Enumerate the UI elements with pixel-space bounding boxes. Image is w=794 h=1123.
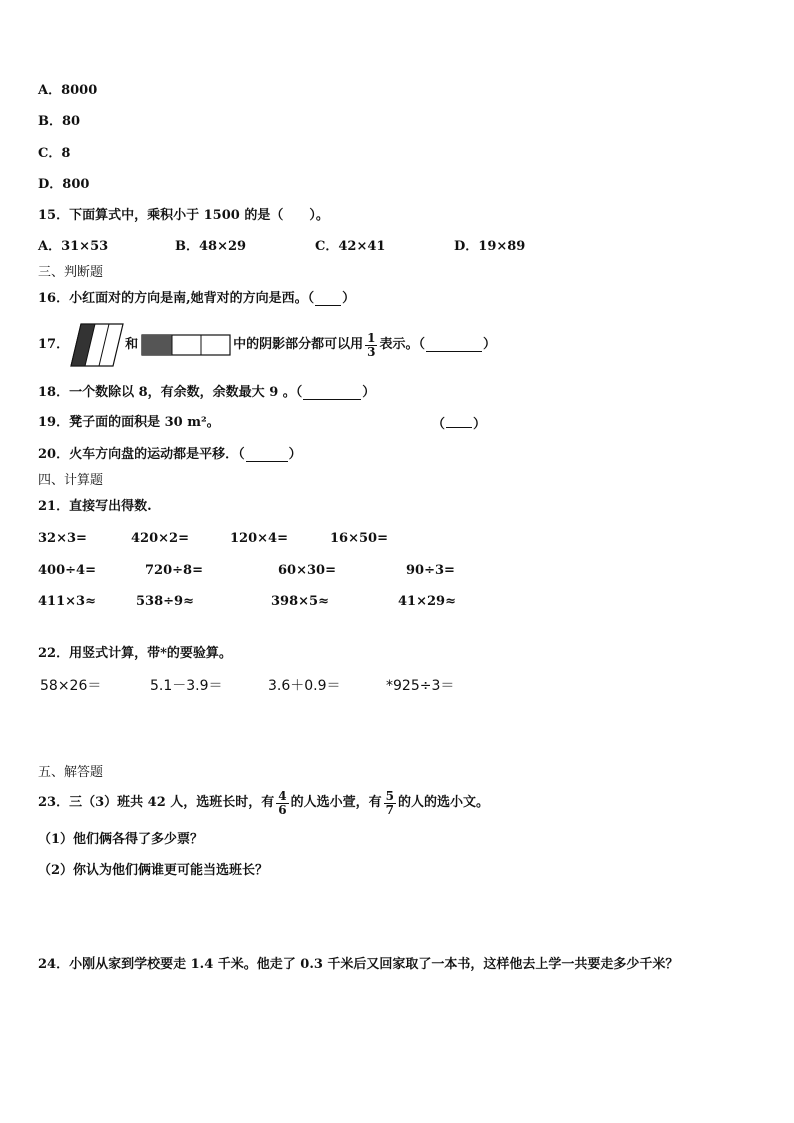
- q23: [38, 786, 489, 820]
- q15-stem: 15．下面算式中，乘积小于 1500 的是（ ）。: [38, 208, 329, 223]
- q23-fraction-1-denominator: 6: [278, 802, 287, 817]
- q19: [38, 414, 758, 432]
- q16-text: 16．小红面对的方向是南,她背对的方向是西。（: [38, 291, 315, 306]
- q17-close: ）: [483, 337, 497, 352]
- parallelogram-figure: [69, 322, 125, 368]
- q21-row-2: [38, 562, 738, 580]
- q20-answer-blank[interactable]: [246, 448, 288, 462]
- q20: [38, 446, 302, 464]
- q22-item: 3.6＋0.9＝: [268, 678, 341, 694]
- q23-fraction-2-denominator: 7: [385, 802, 395, 817]
- q17-tail: 表示。（: [379, 337, 425, 352]
- q21-item: 60×30=: [278, 563, 336, 578]
- q22-item: *925÷3＝: [386, 678, 455, 694]
- q22-items: [38, 677, 738, 695]
- q23-sub-question-2: （2）你认为他们俩谁更可能当选班长？: [38, 863, 269, 878]
- q21-row-1: [38, 530, 738, 548]
- q21-item: 16×50=: [330, 531, 388, 546]
- q21-item: 720÷8=: [145, 563, 203, 578]
- q20-close: ）: [288, 447, 302, 462]
- q23-fraction-2-numerator: 5: [385, 788, 395, 803]
- q19-close: ）: [473, 417, 487, 432]
- section-title-word-problems: 五、解答题: [38, 765, 104, 780]
- q17-mid: 中的阴影部分都可以用: [233, 337, 364, 352]
- q24: 24．小刚从家到学校要走 1.4 千米。他走了 0.3 千米后又回家取了一本书，这样他去上学一共要走多少千米？: [38, 957, 679, 972]
- q17: [38, 322, 496, 368]
- q22-stem: 22．用竖式计算，带*的要验算。: [38, 646, 232, 661]
- q23-sub-question-1: （1）他们俩各得了多少票？: [38, 832, 204, 847]
- q19-open: （: [432, 417, 446, 432]
- q17-fraction-denominator: 3: [367, 344, 376, 359]
- q23-fraction-1: [276, 790, 288, 817]
- q22-item: 5.1－3.9＝: [150, 678, 223, 694]
- q15-option-b: B．48×29: [175, 239, 247, 254]
- q21-item: 41×29≈: [398, 594, 456, 609]
- q18-text: 18．一个数除以 8，有余数，余数最大 9 。（: [38, 385, 303, 400]
- q19-answer-blank[interactable]: [446, 414, 472, 428]
- q17-fraction-numerator: 1: [367, 330, 376, 345]
- q18-answer-blank[interactable]: [303, 386, 361, 400]
- q21-item: 398×5≈: [271, 594, 329, 609]
- q21-item: 120×4=: [230, 531, 288, 546]
- q16: [38, 290, 355, 308]
- q17-fraction: [365, 332, 377, 359]
- rectangle-bar-figure: [141, 334, 231, 356]
- section-title-judgement: 三、判断题: [38, 265, 104, 280]
- option-c: C．8: [38, 146, 71, 161]
- option-b: B．80: [38, 114, 81, 129]
- q21-item: 32×3=: [38, 531, 87, 546]
- q23-fraction-1-numerator: 4: [278, 788, 287, 803]
- q15-options: [38, 238, 738, 256]
- q23-pre: 23．三（3）班共 42 人，选班长时，有: [38, 795, 275, 810]
- q23-fraction-2: [384, 790, 396, 817]
- q18-close: ）: [362, 385, 376, 400]
- q16-answer-blank[interactable]: [315, 292, 341, 306]
- q21-item: 400÷4=: [38, 563, 96, 578]
- q23-mid: 的人选小萱，有: [290, 795, 382, 810]
- q15-option-d: D．19×89: [454, 239, 526, 254]
- q23-post: 的人的选小文。: [398, 795, 490, 810]
- q16-close: ）: [342, 291, 356, 306]
- q21-item: 411×3≈: [38, 594, 96, 609]
- q21-item: 538÷9≈: [136, 594, 194, 609]
- q15-option-c: C．42×41: [315, 239, 386, 254]
- q21-item: 90÷3=: [406, 563, 455, 578]
- q17-number: 17．: [38, 337, 70, 352]
- section-title-calculation: 四、计算题: [38, 473, 104, 488]
- q20-text: 20．火车方向盘的运动都是平移．（: [38, 447, 245, 462]
- option-d: D．800: [38, 177, 90, 192]
- q17-answer-blank[interactable]: [426, 338, 482, 352]
- q22-item: 58×26＝: [40, 678, 102, 694]
- q21-item: 420×2=: [131, 531, 189, 546]
- option-a: A．8000: [38, 83, 98, 98]
- q17-and: 和: [125, 337, 139, 352]
- q19-answer: [432, 414, 486, 434]
- q15-option-a: A．31×53: [38, 239, 109, 254]
- q21-row-3: [38, 593, 738, 611]
- q19-text: 19．凳子面的面积是 30 m²。: [38, 415, 220, 430]
- q18: [38, 384, 375, 402]
- q21-stem: 21．直接写出得数.: [38, 499, 152, 514]
